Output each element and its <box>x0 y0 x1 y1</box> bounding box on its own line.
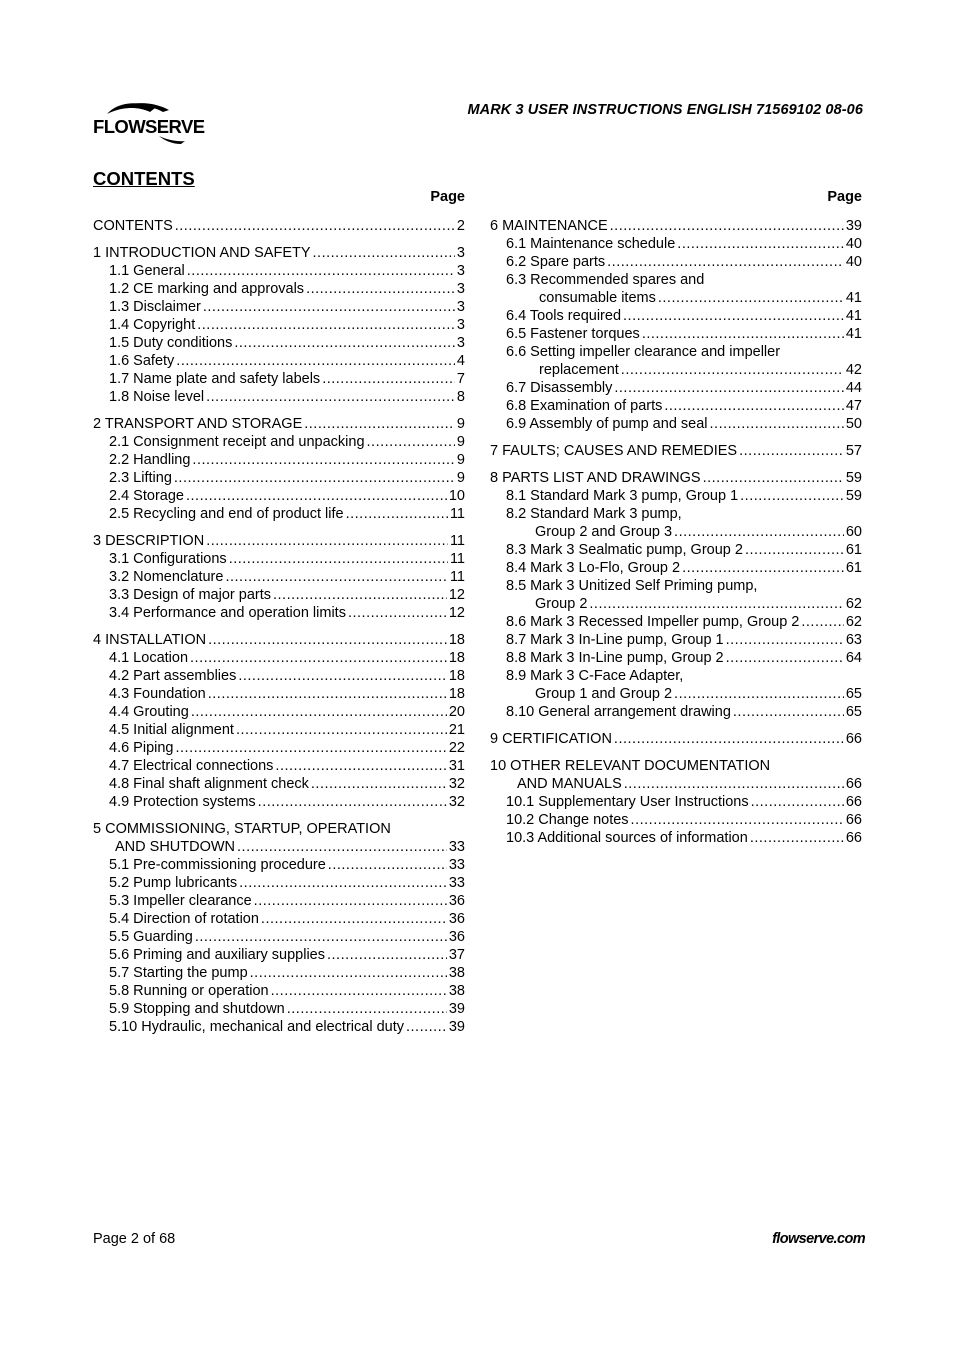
toc-entry[interactable]: AND SHUTDOWN ..... 33 <box>93 838 465 856</box>
toc-entry-heading[interactable]: 10 OTHER RELEVANT DOCUMENTATION <box>490 758 771 774</box>
toc-entry-heading[interactable]: 8.9 Mark 3 C-Face Adapter, <box>506 668 684 684</box>
toc-entry[interactable]: 4.2 Part assemblies ..... 18 <box>93 667 465 685</box>
toc-entry[interactable]: 5.3 Impeller clearance ..... 36 <box>93 892 465 910</box>
toc-entry[interactable]: 6.9 Assembly of pump and seal ..... 50 <box>490 415 862 433</box>
toc-entry-heading[interactable]: 8.2 Standard Mark 3 pump, <box>506 506 682 522</box>
toc-left-column <box>93 188 465 1045</box>
toc-entry[interactable]: AND MANUALS ..... 66 <box>490 775 862 793</box>
toc-entry[interactable]: 7 FAULTS; CAUSES AND REMEDIES ..... 57 <box>490 442 862 460</box>
toc-entry[interactable]: 4.5 Initial alignment ..... 21 <box>93 721 465 739</box>
toc-group-7 <box>490 442 862 460</box>
toc-group-9 <box>490 730 862 748</box>
svg-text:FLOWSERVE: FLOWSERVE <box>93 116 205 137</box>
toc-entry[interactable]: 1.7 Name plate and safety labels ..... 7 <box>93 370 465 388</box>
toc-entry[interactable]: 3.1 Configurations ..... 11 <box>93 550 465 568</box>
toc-entry[interactable]: 5.9 Stopping and shutdown ..... 39 <box>93 1000 465 1018</box>
toc-entry[interactable]: 8.6 Mark 3 Recessed Impeller pump, Group 2 ..... 62 <box>490 613 862 631</box>
toc-group-contents <box>93 217 465 235</box>
toc-group-6 <box>490 217 862 433</box>
page-number: Page 2 of 68 <box>93 1231 176 1247</box>
toc-entry[interactable]: 1.4 Copyright ..... 3 <box>93 316 465 334</box>
document-title: MARK 3 USER INSTRUCTIONS ENGLISH 71569102 08-06 <box>467 102 863 118</box>
contents-heading: CONTENTS <box>93 168 195 189</box>
toc-entry[interactable]: 4.1 Location ..... 18 <box>93 649 465 667</box>
toc-entry-heading[interactable]: 6.6 Setting impeller clearance and impeller <box>506 344 781 360</box>
toc-entry-heading[interactable]: 5 COMMISSIONING, STARTUP, OPERATION <box>93 821 391 837</box>
toc-entry[interactable]: 1.8 Noise level ..... 8 <box>93 388 465 406</box>
toc-entry[interactable]: 3.2 Nomenclature ..... 11 <box>93 568 465 586</box>
toc-entry[interactable]: 8.4 Mark 3 Lo-Flo, Group 2 ..... 61 <box>490 559 862 577</box>
toc-entry[interactable]: 6.5 Fastener torques ..... 41 <box>490 325 862 343</box>
toc-entry[interactable]: 6.4 Tools required ..... 41 <box>490 307 862 325</box>
toc-entry[interactable]: 10.3 Additional sources of information ..... 66 <box>490 829 862 847</box>
toc-entry[interactable]: 10.2 Change notes ..... 66 <box>490 811 862 829</box>
toc-entry[interactable]: 1.6 Safety ..... 4 <box>93 352 465 370</box>
toc-group-1 <box>93 244 465 406</box>
toc-entry[interactable]: 6.1 Maintenance schedule ..... 40 <box>490 235 862 253</box>
toc-entry[interactable]: consumable items ..... 41 <box>490 289 862 307</box>
toc-entry[interactable]: 5.8 Running or operation ..... 38 <box>93 982 465 1000</box>
toc-entry-heading[interactable]: 8.5 Mark 3 Unitized Self Priming pump, <box>506 578 758 594</box>
toc-entry[interactable]: 4.3 Foundation ..... 18 <box>93 685 465 703</box>
toc-group-5 <box>93 820 465 1036</box>
toc-group-3 <box>93 532 465 622</box>
toc-entry[interactable]: 8.10 General arrangement drawing ..... 65 <box>490 703 862 721</box>
website-link[interactable]: flowserve.com <box>772 1231 865 1247</box>
toc-entry[interactable]: 8.1 Standard Mark 3 pump, Group 1 ..... 59 <box>490 487 862 505</box>
toc-entry[interactable]: 6.7 Disassembly ..... 44 <box>490 379 862 397</box>
flowserve-swoosh-icon <box>93 100 208 145</box>
toc-entry[interactable]: 5.1 Pre-commissioning procedure ..... 33 <box>93 856 465 874</box>
toc-entry[interactable]: 1.2 CE marking and approvals ..... 3 <box>93 280 465 298</box>
toc-entry[interactable]: 5.5 Guarding ..... 36 <box>93 928 465 946</box>
toc-entry[interactable]: 8 PARTS LIST AND DRAWINGS ..... 59 <box>490 469 862 487</box>
toc-entry[interactable]: 3 DESCRIPTION ..... 11 <box>93 532 465 550</box>
toc-entry[interactable]: 9 CERTIFICATION ..... 66 <box>490 730 862 748</box>
toc-entry[interactable]: 6 MAINTENANCE ..... 39 <box>490 217 862 235</box>
toc-group-2 <box>93 415 465 523</box>
toc-group-8 <box>490 469 862 721</box>
toc-entry[interactable]: 2.4 Storage ..... 10 <box>93 487 465 505</box>
toc-entry[interactable]: 2.3 Lifting ..... 9 <box>93 469 465 487</box>
toc-entry[interactable]: 5.2 Pump lubricants ..... 33 <box>93 874 465 892</box>
toc-entry[interactable]: 4 INSTALLATION ..... 18 <box>93 631 465 649</box>
toc-entry[interactable]: Group 1 and Group 2 ..... 65 <box>490 685 862 703</box>
toc-entry[interactable]: 2.2 Handling ..... 9 <box>93 451 465 469</box>
toc-entry[interactable]: Group 2 ..... 62 <box>490 595 862 613</box>
toc-entry[interactable]: 8.3 Mark 3 Sealmatic pump, Group 2 ..... 61 <box>490 541 862 559</box>
toc-entry[interactable]: Group 2 and Group 3 ..... 60 <box>490 523 862 541</box>
toc-entry[interactable]: CONTENTS ..... 2 <box>93 217 465 235</box>
page-column-heading: Page <box>430 189 465 205</box>
toc-entry[interactable]: 4.4 Grouting ..... 20 <box>93 703 465 721</box>
toc-right-column <box>490 188 862 856</box>
toc-entry[interactable]: 3.3 Design of major parts ..... 12 <box>93 586 465 604</box>
toc-entry[interactable]: 1.5 Duty conditions ..... 3 <box>93 334 465 352</box>
toc-entry[interactable]: 4.6 Piping ..... 22 <box>93 739 465 757</box>
page-column-heading: Page <box>827 189 862 205</box>
toc-entry[interactable]: 1.1 General ..... 3 <box>93 262 465 280</box>
toc-entry[interactable]: 4.8 Final shaft alignment check ..... 32 <box>93 775 465 793</box>
toc-entry[interactable]: 8.7 Mark 3 In-Line pump, Group 1 ..... 63 <box>490 631 862 649</box>
toc-entry-heading[interactable]: 6.3 Recommended spares and <box>506 272 705 288</box>
toc-entry[interactable]: 4.9 Protection systems ..... 32 <box>93 793 465 811</box>
flowserve-logo <box>93 100 208 145</box>
toc-entry[interactable]: 4.7 Electrical connections ..... 31 <box>93 757 465 775</box>
toc-entry[interactable]: 6.8 Examination of parts ..... 47 <box>490 397 862 415</box>
toc-entry[interactable]: 2 TRANSPORT AND STORAGE ..... 9 <box>93 415 465 433</box>
toc-entry[interactable]: 3.4 Performance and operation limits ..... 12 <box>93 604 465 622</box>
toc-entry[interactable]: 5.4 Direction of rotation ..... 36 <box>93 910 465 928</box>
toc-group-4 <box>93 631 465 811</box>
toc-entry[interactable]: 2.1 Consignment receipt and unpacking ..... 9 <box>93 433 465 451</box>
toc-entry[interactable]: 2.5 Recycling and end of product life ..... 11 <box>93 505 465 523</box>
toc-entry[interactable]: 5.6 Priming and auxiliary supplies ..... 37 <box>93 946 465 964</box>
toc-entry[interactable]: 1 INTRODUCTION AND SAFETY ..... 3 <box>93 244 465 262</box>
toc-entry[interactable]: 1.3 Disclaimer ..... 3 <box>93 298 465 316</box>
toc-entry[interactable]: replacement ..... 42 <box>490 361 862 379</box>
toc-entry[interactable]: 5.7 Starting the pump ..... 38 <box>93 964 465 982</box>
toc-entry[interactable]: 5.10 Hydraulic, mechanical and electrical duty ..... 39 <box>93 1018 465 1036</box>
toc-group-10 <box>490 757 862 847</box>
toc-entry[interactable]: 6.2 Spare parts ..... 40 <box>490 253 862 271</box>
toc-entry[interactable]: 8.8 Mark 3 In-Line pump, Group 2 ..... 64 <box>490 649 862 667</box>
toc-entry[interactable]: 10.1 Supplementary User Instructions ..... 66 <box>490 793 862 811</box>
